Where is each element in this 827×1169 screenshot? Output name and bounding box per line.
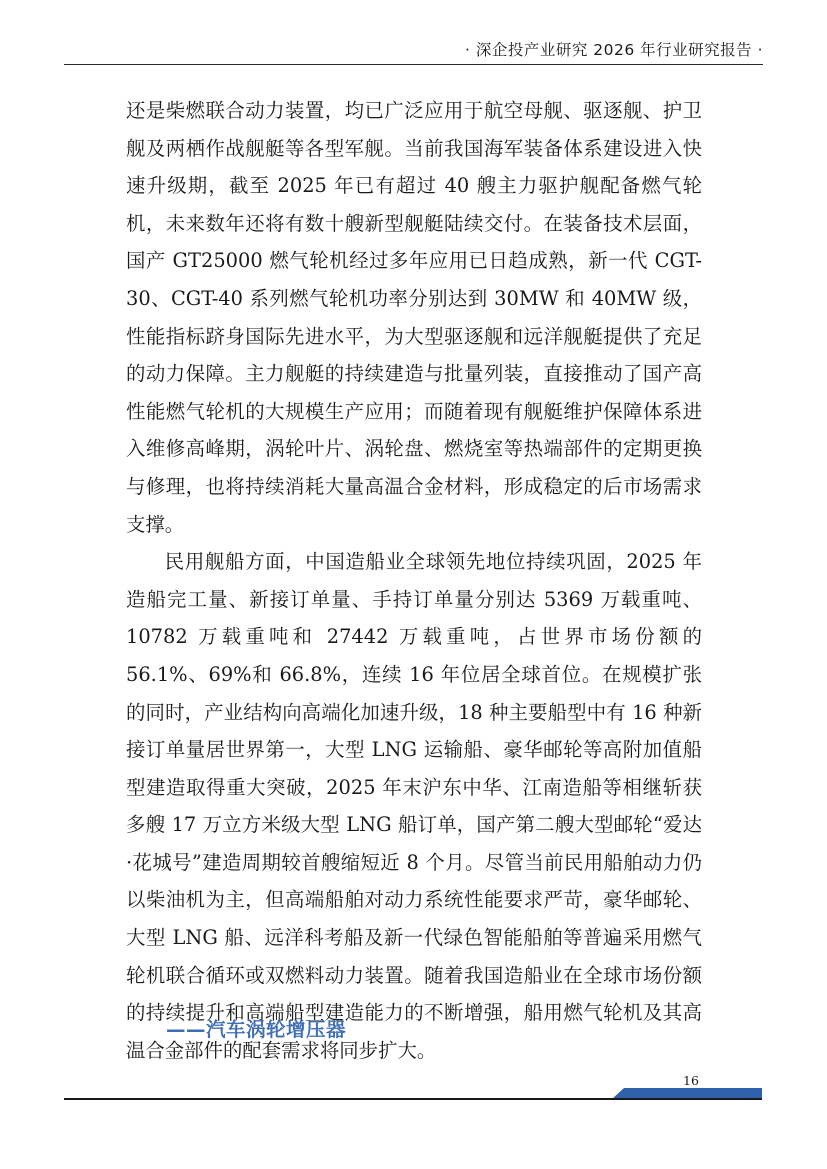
page-number: 16 (683, 1073, 699, 1088)
paragraph-civil-ships: 民用舰船方面，中国造船业全球领先地位持续巩固，2025 年造船完工量、新接订单量、手持订单量分别达 5369 万载重吨、10782 万载重吨和 27442 万载重吨，占世界市场份额的 56.1%、69%和 66.8%，连续 16 年位居全球首位。在规模扩张的同时，产业结构向高端化加速升级，18 种主要船型中有 16 种新接订单量居世界第一，大型 LNG 运输船、豪华邮轮等高附加值船型建造取得重大突破，2025 年末沪东中华、江南造船等相继斩获多艘 17 万立方米级大型 LNG 船订单，国产第二艘大型邮轮“爱达·花城号”建造周期较首艘缩短近 8 个月。尽管当前民用船舶动力仍以柴油机为主，但高端船舶对动力系统性能要求严苛，豪华邮轮、大型 LNG 船、远洋科考船及新一代绿色智能船舶等普遍采用燃气轮机联合循环或双燃料动力装置。随着我国造船业在全球市场份额的持续提升和高端船型建造能力的不断增强，船用燃气轮机及其高温合金部件的配套需求将同步扩大。 (126, 550, 702, 1062)
section-heading: ——汽车涡轮增压器 (166, 1018, 347, 1041)
footer-divider (64, 1098, 762, 1100)
header-divider (64, 64, 763, 65)
body-text (126, 92, 702, 1069)
paragraph-military-ships: 还是柴燃联合动力装置，均已广泛应用于航空母舰、驱逐舰、护卫舰及两栖作战舰艇等各型军舰。当前我国海军装备体系建设进入快速升级期，截至 2025 年已有超过 40 艘主力驱护舰配备燃气轮机，未来数年还将有数十艘新型舰艇陆续交付。在装备技术层面，国产 GT25000 燃气轮机经过多年应用已日趋成熟，新一代 CGT-30、CGT-40 系列燃气轮机功率分别达到 30MW 和 40MW 级，性能指标跻身国际先进水平，为大型驱逐舰和远洋舰艇提供了充足的动力保障。主力舰艇的持续建造与批量列装，直接推动了国产高性能燃气轮机的大规模生产应用；而随着现有舰艇维护保障体系进入维修高峰期，涡轮叶片、涡轮盘、燃烧室等热端部件的定期更换与修理，也将持续消耗大量高温合金材料，形成稳定的后市场需求支撑。 (126, 99, 702, 536)
running-header: · 深企投产业研究 2026 年行业研究报告 · (464, 41, 763, 59)
